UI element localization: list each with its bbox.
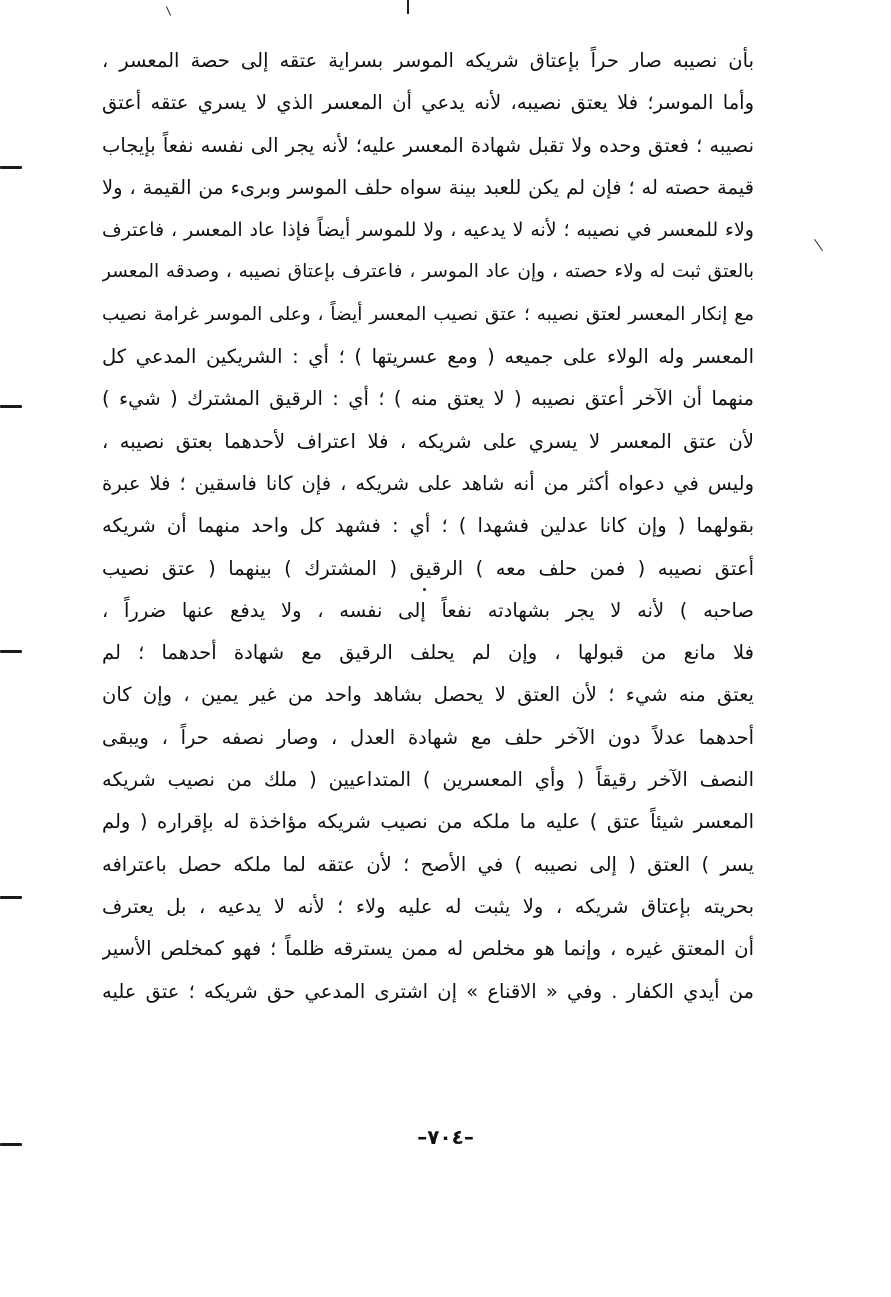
text-line: صاحبه ) لأنه لا يجر بشهادته نفعاً إلى نفسه ، ولا يدفع عنها ضرراً ، [102, 598, 754, 622]
scan-mark [407, 0, 409, 14]
text-line: يعتق منه شيء ؛ لأن العتق لا يحصل بشاهد واحد من غير يمين ، وإن كان [102, 683, 754, 707]
text-line: بأن نصيبه صار حراً بإعتاق شريكه الموسر بسراية عتقه إلى حصة المعسر ، [102, 49, 754, 72]
text-line: بقولهما ( وإن كانا عدلين فشهدا ) ؛ أي : فشهد كل واحد منهما أن شريكه [102, 514, 754, 538]
scan-mark [0, 896, 22, 899]
body-text [102, 40, 754, 1013]
scan-mark [0, 650, 22, 653]
text-line: منهما أن الآخر أعتق نصيبه ( لا يعتق منه ) ؛ أي : الرقيق المشترك ( شيء ) [102, 387, 754, 411]
scan-mark [814, 239, 823, 251]
scan-mark [166, 6, 171, 15]
text-line: وليس في دعواه أكثر من أنه شاهد على شريكه ، فإن كانا فاسقين ؛ فلا عبرة [102, 471, 754, 495]
text-line: النصف الآخر رقيقاً ( وأي المعسرين ) المتداعيين ( ملك من نصيب شريكه [102, 768, 754, 792]
text-line: نصيبه ؛ فعتق وحده ولا تقبل شهادة المعسر عليه؛ لأنه يجر الى نفسه نفعاً بإيجاب [102, 133, 754, 157]
text-line: أحدهما عدلاً دون الآخر حلف مع شهادة العدل ، وصار نصفه حراً ، ويبقى [102, 725, 754, 749]
text-line: فلا مانع من قبولها ، وإن لم يحلف الرقيق مع شهادة أحدهما ؛ لم [102, 641, 754, 665]
page-number: –٧٠٤– [417, 1125, 474, 1149]
text-line: المعسر وله الولاء على جميعه ( ومع عسريتها ) ؛ أي : الشريكين المدعي كل [102, 345, 754, 369]
text-line: بحريته بإعتاق شريكه ، ولا يثبت له عليه ولاء ؛ لأنه لا يدعيه ، بل يعترف [102, 894, 754, 918]
text-line: مع إنكار المعسر لعتق نصيبه ؛ عتق نصيب المعسر أيضاً ، وعلى الموسر غرامة نصيب [102, 303, 754, 325]
text-line: قيمة حصته له ؛ فإن لم يكن للعبد بينة سواه حلف الموسر وبرىء من القيمة ، ولا [102, 175, 754, 199]
text-line: وأما الموسر؛ فلا يعتق نصيبه، لأنه يدعي أن المعسر الذي لا يسري عتقه أعتق [102, 91, 754, 115]
text-line: من أيدي الكفار . وفي « الاقناع » إن اشترى المدعي حق شريكه ؛ عتق عليه [102, 979, 754, 1003]
text-line: المعسر شيئاً عتق ) عليه ما ملكه من نصيب شريكه مؤاخذة له بإقراره ( ولم [102, 810, 754, 834]
scan-mark [0, 166, 22, 169]
text-line: أن المعتق غيره ، وإنما هو مخلص له ممن يسترقه ظلماً ؛ فهو كمخلص الأسير [102, 937, 754, 961]
text-line: ولاء للمعسر في نصيبه ؛ لأنه لا يدعيه ، ولا للموسر أيضاً فإذا عاد المعسر ، فاعترف [102, 219, 754, 242]
text-line: لأن عتق المعسر لا يسري على شريكه ، فلا اعتراف لأحدهما بعتق نصيبه ، [102, 429, 754, 453]
text-line: أعتق نصيبه ( فمن حلف معه ) الرقيق ( المشترك ) بينهما ( عتق نصيب [102, 556, 754, 580]
text-line: بالعتق ثبت له ولاء حصته ، وإن عاد الموسر ، فاعترف بإعتاق نصيبه ، وصدقه المعسر [102, 261, 754, 283]
text-line: يسر ) العتق ( إلى نصيبه ) في الأصح ؛ لأن عتقه لما ملكه حصل باعترافه [102, 852, 754, 876]
scan-mark [0, 405, 22, 408]
